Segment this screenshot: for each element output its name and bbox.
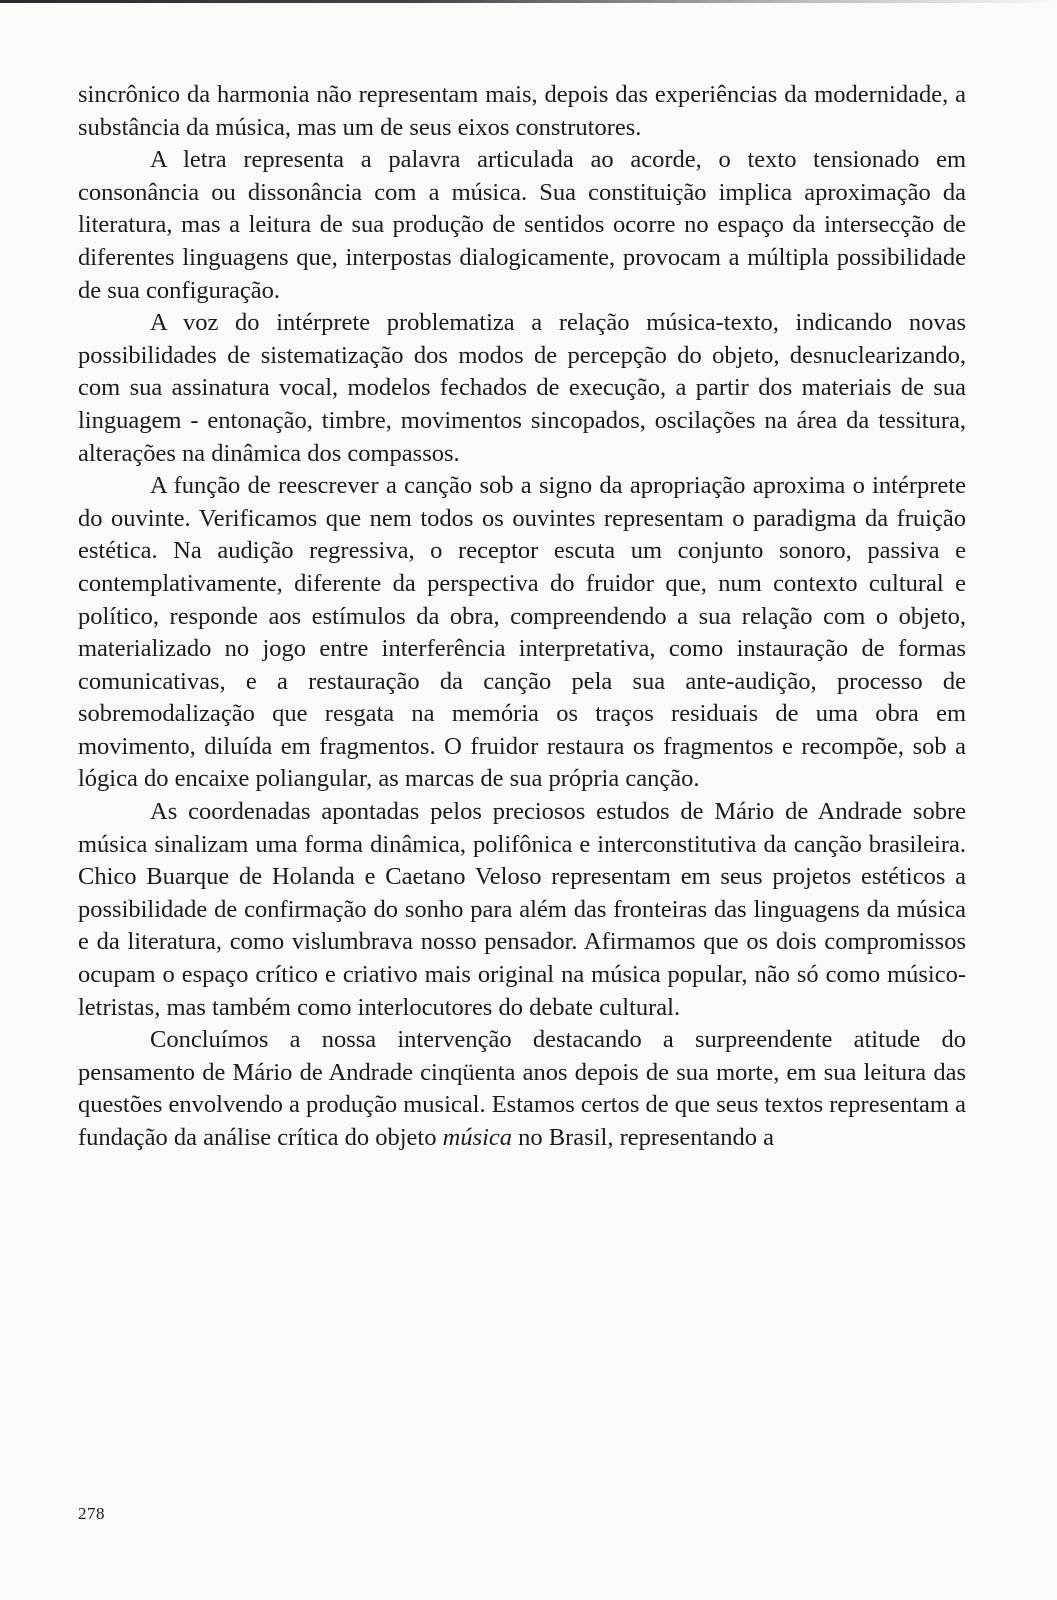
page-body xyxy=(78,79,966,1155)
italic-term: música xyxy=(442,1124,513,1151)
paragraph-6 xyxy=(78,1024,966,1154)
paragraph-5: As coordenadas apontadas pelos preciosos estudos de Mário de Andrade sobre música sinalizam uma forma dinâmica, polifônica e interconstitutiva da canção brasileira. Chico Buarque de Holanda e Caetano Veloso representam em seus projetos estéticos a possibilidade de confirmação do sonho para além das fronteiras das linguagens da música e da literatura, como vislumbrava nosso pensador. Afirmamos que os dois compromissos ocupam o espaço crítico e criativo mais original na música popular, não só como músico-letristas, mas também como interlocutores do debate cultural. xyxy=(78,798,966,1021)
page-top-edge xyxy=(0,0,1057,3)
page-number: 278 xyxy=(78,1504,105,1523)
paragraph-4: A função de reescrever a canção sob a signo da apropriação aproxima o intérprete do ouvinte. Verificamos que nem todos os ouvintes representam o paradigma da fruição estética. Na audição regressiva, o receptor escuta um conjunto sonoro, passiva e contemplativamente, diferente da perspectiva do fruidor que, num contexto cultural e político, responde aos estímulos da obra, compreendendo a sua relação com o objeto, materializado no jogo entre interferência interpretativa, como instauração de formas comunicativas, e a restauração da canção pela sua ante-audição, processo de sobremodalização que resgata na memória os traços residuais de uma obra em movimento, diluída em fragmentos. O fruidor restaura os fragmentos e recompõe, sob a lógica do encaixe poliangular, as marcas de sua própria canção. xyxy=(78,472,966,793)
paragraph-2: A letra representa a palavra articulada ao acorde, o texto tensionado em consonância ou dissonância com a música. Sua constituição implica aproximação da literatura, mas a leitura de sua produção de sentidos ocorre no espaço da intersecção de diferentes linguagens que, interpostas dialogicamente, provocam a múltipla possibilidade de sua configuração. xyxy=(78,146,966,304)
paragraph-1: sincrônico da harmonia não representam mais, depois das experiências da modernidade, a substância da música, mas um de seus eixos construtores. xyxy=(78,81,966,141)
paragraph-6-text-end: no Brasil, representando a xyxy=(512,1124,774,1151)
paragraph-6-text-start: Concluímos a nossa intervenção destacando a surpreendente atitude do pensamento de Mário de Andrade cinqüenta anos depois de sua morte, em sua leitura das questões envolvendo a produção musical. Estamos certos de que seus textos representam a fundação da análise crítica do objeto xyxy=(78,1026,966,1151)
paragraph-3: A voz do intérprete problematiza a relação música-texto, indicando novas possibilidades de sistematização dos modos de percepção do objeto, desnuclearizando, com sua assinatura vocal, modelos fechados de execução, a partir dos materiais de sua linguagem - entonação, timbre, movimentos sincopados, oscilações na área da tessitura, alterações na dinâmica dos compassos. xyxy=(78,309,966,467)
